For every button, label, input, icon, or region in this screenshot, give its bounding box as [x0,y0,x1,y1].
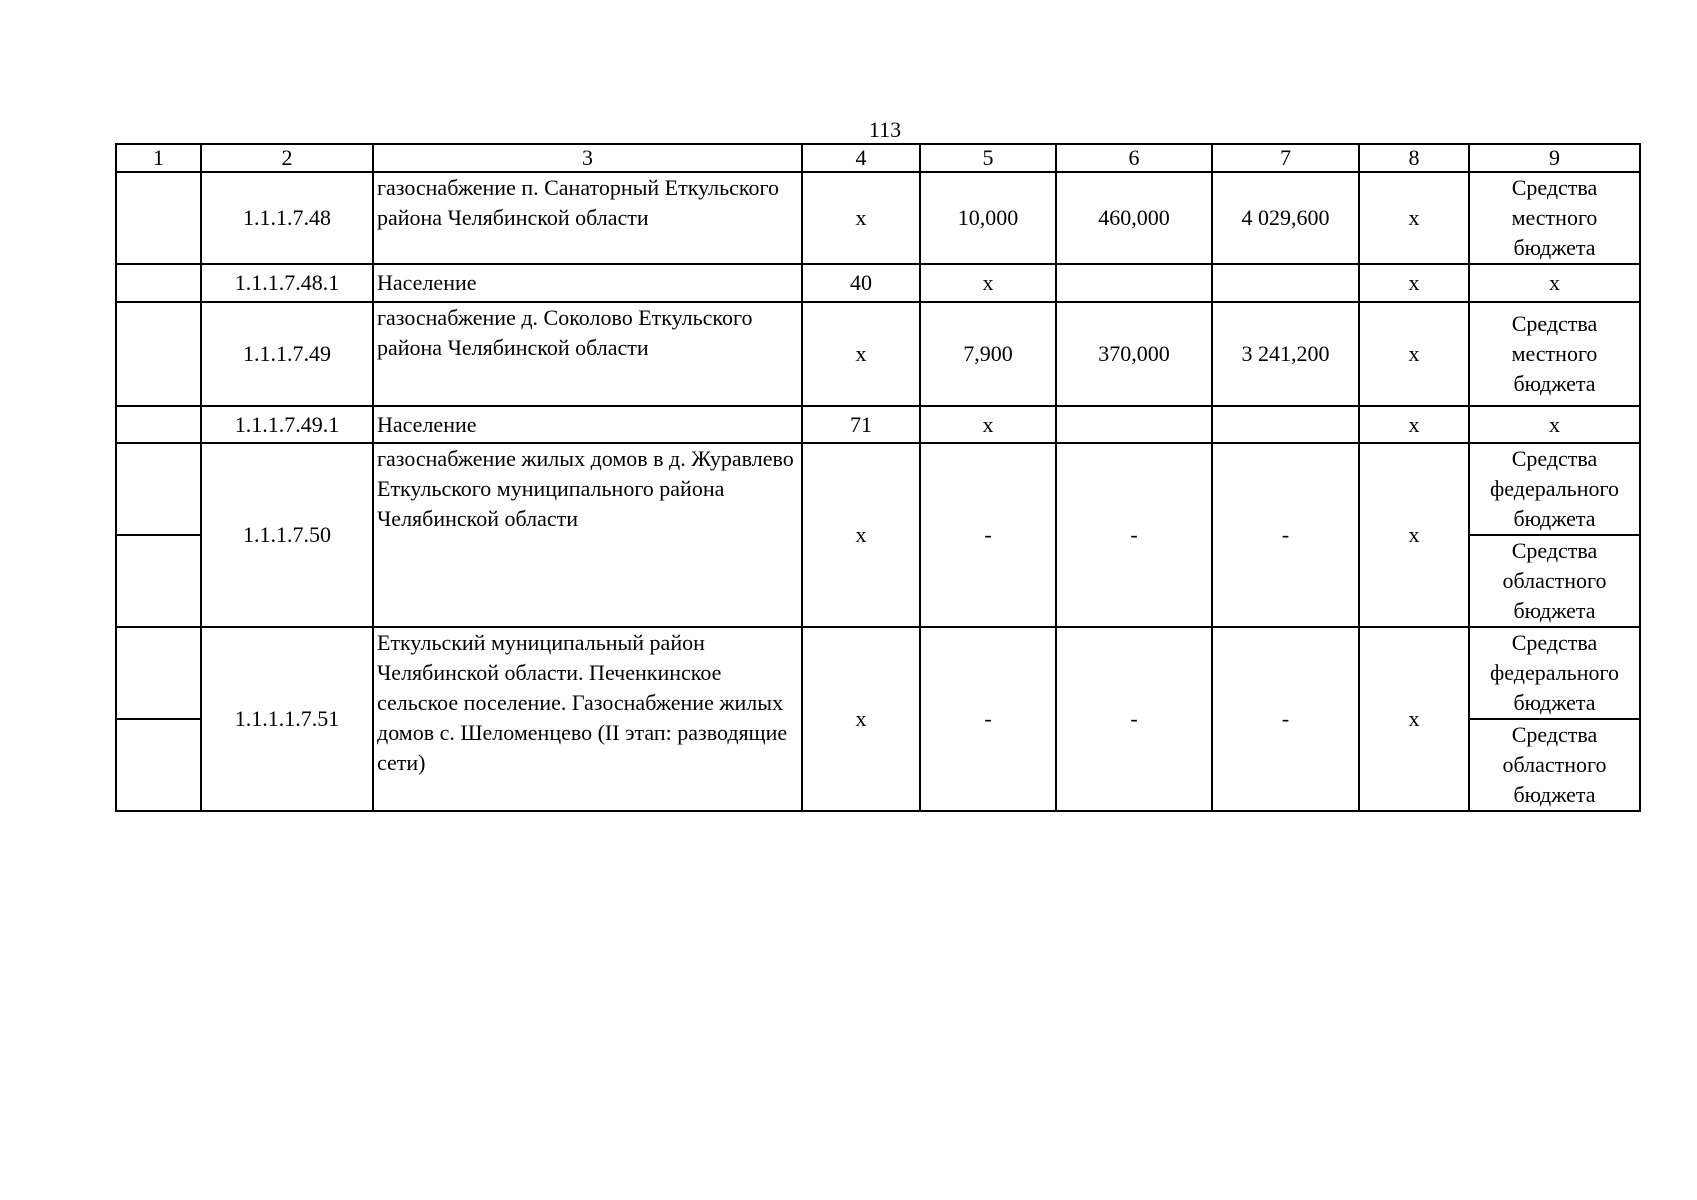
col-7-value [1212,264,1359,302]
header-cell-7: 7 [1212,144,1359,172]
col-8-value: х [1359,627,1469,811]
row-index-cell [116,719,201,811]
table-row [116,172,1640,264]
funding-source: х [1469,264,1640,302]
col-7-value: 4 029,600 [1212,172,1359,264]
item-code: 1.1.1.7.49.1 [201,406,373,443]
col-6-value: 370,000 [1056,302,1212,406]
row-index-cell [116,302,201,406]
col-8-value: х [1359,264,1469,302]
item-name: газоснабжение д. Соколово Еткульского района Челябинской области [373,302,802,406]
row-index-cell [116,443,201,535]
header-cell-9: 9 [1469,144,1640,172]
table-row [116,264,1640,302]
col-6-value [1056,264,1212,302]
header-row [116,144,1640,172]
col-6-value: - [1056,627,1212,811]
table-row [116,443,1640,535]
col-5-value: х [920,264,1056,302]
header-cell-6: 6 [1056,144,1212,172]
col-5-value: - [920,443,1056,627]
col-7-value: - [1212,443,1359,627]
col-5-value: - [920,627,1056,811]
row-index-cell [116,535,201,627]
col-5-value: 10,000 [920,172,1056,264]
col-6-value: - [1056,443,1212,627]
col-4-value: 40 [802,264,920,302]
item-name: газоснабжение п. Санаторный Еткульского района Челябинской области [373,172,802,264]
col-6-value [1056,406,1212,443]
col-4-value: х [802,302,920,406]
row-index-cell [116,172,201,264]
col-5-value: 7,900 [920,302,1056,406]
row-index-cell [116,627,201,719]
funding-source: х [1469,406,1640,443]
item-name: газоснабжение жилых домов в д. Журавлево Еткульского муниципального района Челябинской области [373,443,802,627]
item-name: Население [373,264,802,302]
item-code: 1.1.1.7.50 [201,443,373,627]
item-code: 1.1.1.1.7.51 [201,627,373,811]
row-index-cell [116,406,201,443]
funding-source-regional: Средства областного бюджета [1469,535,1640,627]
col-8-value: х [1359,406,1469,443]
item-code: 1.1.1.7.49 [201,302,373,406]
funding-source: Средства местного бюджета [1469,172,1640,264]
item-name: Еткульский муниципальный район Челябинской области. Печенкинское сельское поселение. Газоснабжение жилых домов с. Шеломенцево (II этап: разводящие сети) [373,627,802,811]
col-4-value: 71 [802,406,920,443]
item-code: 1.1.1.7.48.1 [201,264,373,302]
header-cell-1: 1 [116,144,201,172]
page-number: 113 [868,117,902,142]
col-4-value: х [802,627,920,811]
funding-source: Средства местного бюджета [1469,302,1640,406]
funding-source-federal: Средства федерального бюджета [1469,443,1640,535]
col-8-value: х [1359,443,1469,627]
header-cell-8: 8 [1359,144,1469,172]
program-table [115,143,1641,812]
table-row [116,627,1640,719]
col-6-value: 460,000 [1056,172,1212,264]
funding-source-regional: Средства областного бюджета [1469,719,1640,811]
col-8-value: х [1359,172,1469,264]
col-8-value: х [1359,302,1469,406]
header-cell-3: 3 [373,144,802,172]
funding-source-federal: Средства федерального бюджета [1469,627,1640,719]
item-code: 1.1.1.7.48 [201,172,373,264]
row-index-cell [116,264,201,302]
item-name: Население [373,406,802,443]
table-row [116,406,1640,443]
col-7-value: 3 241,200 [1212,302,1359,406]
table-row [116,302,1640,406]
header-cell-5: 5 [920,144,1056,172]
header-cell-4: 4 [802,144,920,172]
col-7-value [1212,406,1359,443]
col-4-value: х [802,443,920,627]
col-5-value: х [920,406,1056,443]
header-cell-2: 2 [201,144,373,172]
col-4-value: х [802,172,920,264]
col-7-value: - [1212,627,1359,811]
